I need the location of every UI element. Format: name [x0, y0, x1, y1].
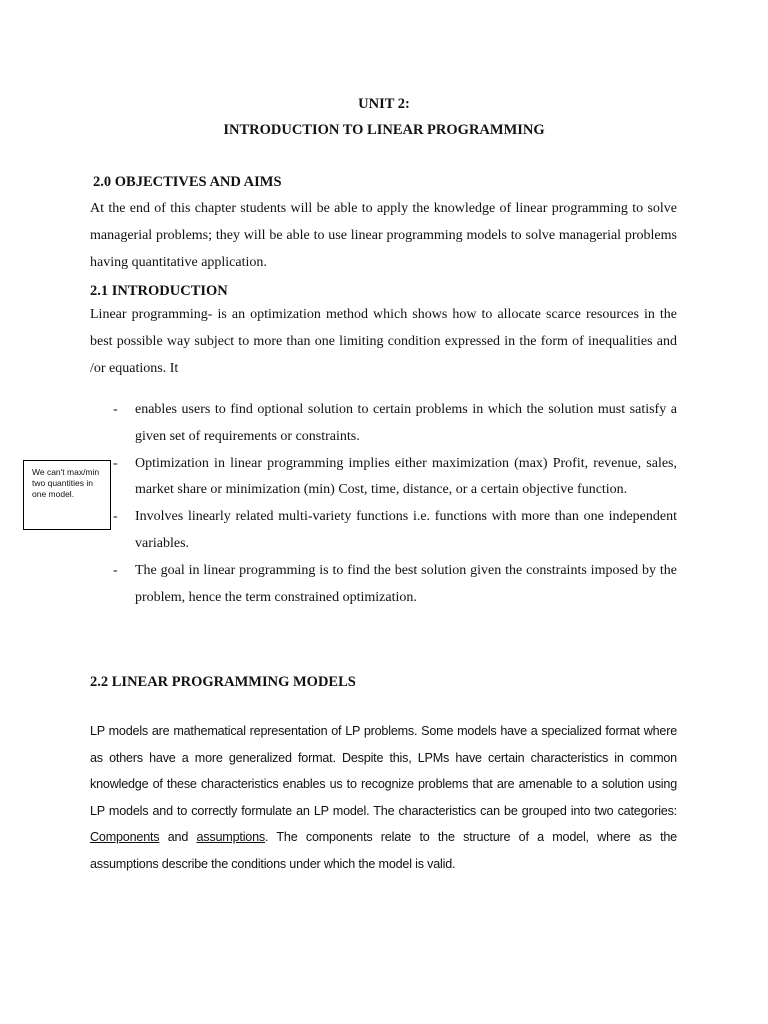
bullet-marker: - — [113, 402, 118, 417]
conjunction: and — [159, 830, 197, 844]
bullet-text: Involves linearly related multi-variety functions i.e. functions with more than one independent variables. — [135, 509, 677, 551]
bullet-text: The goal in linear programming is to find the best solution given the constraints imposed by the problem, hence the term constrained optimization. — [135, 562, 677, 605]
section-2-2-heading: 2.2 LINEAR PROGRAMMING MODELS — [90, 674, 356, 690]
section-2-0-paragraph: At the end of this chapter students will be able to apply the knowledge of linear programming to solve managerial problems; they will be able to use linear programming models to solve managerial problems having quantitative application. — [90, 201, 677, 270]
section-2-1-heading: 2.1 INTRODUCTION — [90, 283, 228, 299]
list-item — [90, 558, 677, 612]
page-title: INTRODUCTION TO LINEAR PROGRAMMING — [223, 122, 545, 138]
objectives-bullet-list — [90, 397, 677, 611]
bullet-marker: - — [113, 562, 118, 578]
bullet-marker: - — [113, 509, 118, 525]
list-item — [90, 397, 677, 451]
side-note-text: We can't max/min two quantities in one model. — [32, 467, 100, 499]
unit-label: UNIT 2: — [358, 96, 410, 112]
components-term: Components — [90, 830, 160, 844]
bullet-marker: - — [113, 455, 118, 471]
section-2-2-paragraph — [90, 718, 677, 877]
section-2-1-paragraph: Linear programming- is an optimization method which shows how to allocate scarce resources in the best possible way subject to more than one limiting condition expressed in the form of inequalities and /or equations. It — [90, 307, 677, 376]
side-note-box — [23, 460, 111, 530]
bullet-text: Optimization in linear programming implies either maximization (max) Profit, revenue, sales, market share or minimization (min) Cost, time, distance, or a certain objective function. — [135, 455, 677, 498]
bullet-text: enables users to find optional solution to certain problems in which the solution must satisfy a given set of requirements or constraints. — [135, 402, 677, 444]
list-item — [90, 504, 677, 558]
section-2-0-heading: 2.0 OBJECTIVES AND AIMS — [93, 174, 282, 190]
list-item — [90, 451, 677, 505]
paragraph-text-start: LP models are mathematical representation of LP problems. Some models have a specialized format where as others have a more generalized format. Despite this, LPMs have certain characteristics in common knowledge of these characteristics enables us to recognize problems that are amenable to a solution using LP models and to correctly formulate an LP model. The characteristics can be grouped into two categories: — [90, 724, 677, 818]
paragraph-text-end: . The components relate to the structure of a model, where as the assumptions describe the conditions under which the model is valid. — [90, 830, 677, 871]
assumptions-term: assumptions — [196, 830, 265, 844]
